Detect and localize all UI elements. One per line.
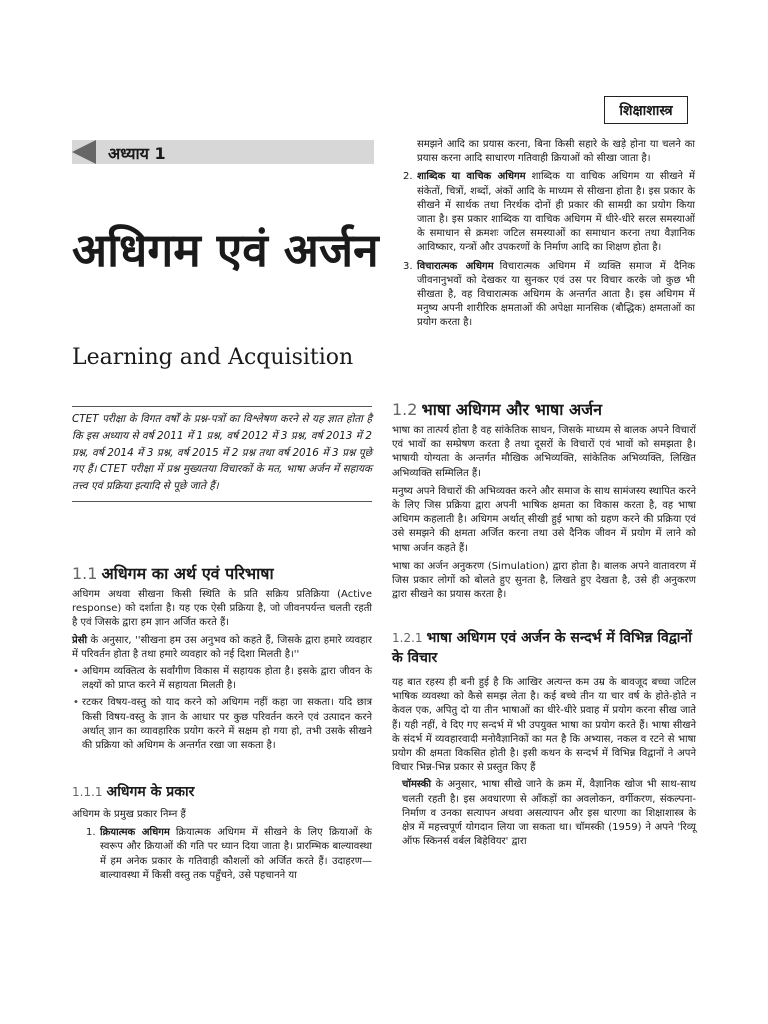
quote-text: के अनुसार, ''सीखना हम उस अनुभव को कहते हैं, जिसके द्वारा हमारे व्यवहार में परिवर्तन होता है तथा हमारे व्यवहार को नई दिशा मिलती है।'' — [72, 634, 372, 660]
chapter-subtitle: Learning and Acquisition — [72, 345, 354, 370]
section-1-1-body — [72, 588, 372, 753]
item-term: विचारात्मक अधिगम — [417, 260, 494, 272]
quote-paragraph — [72, 634, 372, 662]
intro-box — [72, 406, 372, 502]
section-heading-1-1-1 — [72, 782, 194, 802]
section-number: 1.2.1 — [392, 631, 423, 645]
section-1-2-body — [392, 424, 696, 602]
subject-tag: शिक्षाशास्त्र — [604, 96, 688, 124]
chomsky-paragraph — [392, 778, 696, 849]
item-text: शाब्दिक या वाचिक अधिगम या सीखने में संकेतों, चित्रों, शब्दों, अंकों आदि के माध्यम से सीखना होता है। इस प्रकार के सीखने में सार्थक तथा निरर्थक दोनों ही प्रकार की सामग्री का प्रयोग किया जाता है। इस प्रकार शाब्दिक या वाचिक अधिगम में धीरे-धीरे सरल समस्याओं के समाधान से क्रमशः जटिल समस्याओं का समाधान करना तथा वैज्ञानिक आविष्कार, यन्त्रों और उपकरणों के निर्माण आदि का शिक्षण होता है। — [417, 171, 695, 254]
section-title: भाषा अधिगम और भाषा अर्जन — [421, 400, 602, 419]
triangle-marker-icon — [72, 140, 96, 164]
chapter-label: अध्याय 1 — [108, 144, 166, 163]
section-title: अधिगम के प्रकार — [106, 784, 195, 800]
chomsky-term: चॉमस्की — [402, 779, 432, 791]
right-column-top — [403, 138, 695, 331]
intro-text: CTET परीक्षा के विगत वर्षों के प्रश्न-पत्रों का विश्लेषण करने से यह ज्ञात होता है कि इस अध्याय से वर्ष 2011 में 1 प्रश्न, वर्ष 2012 में 3 प्रश्न, वर्ष 2013 में 2 प्रश्न, वर्ष 2014 में 3 प्रश्न, वर्ष 2015 में 2 प्रश्न तथा वर्ष 2016 में 3 प्रश्न पूछे गए हैं। CTET परीक्षा में प्रश्न मुख्यतया विचारकों के मत, भाषा अर्जन में सहायक तत्त्व एवं प्रक्रिया इत्यादि से पूछे जाते हैं। — [72, 413, 372, 493]
section-heading-1-2-1 — [392, 628, 692, 668]
item-text: क्रियात्मक अधिगम में सीखने के लिए क्रियाओं के स्वरूप और क्रियाओं की गति पर ध्यान दिया जाता है। प्रारम्भिक बाल्यावस्था में हम अनेक प्रकार के गतिवाही कौशलों को अर्जित करते हैं। उदाहरण—बाल्यावस्था में किसी वस्तु तक पहुँचने, उसे पहचानने या — [100, 827, 372, 881]
paragraph: भाषा का अर्जन अनुकरण (Simulation) द्वारा होता है। बालक अपने वातावरण में जिस प्रकार लोगों को बोलते हुए सुनता है, लिखते हुए देखता है, उसे ही अनुकरण द्वारा सीखने का प्रयास करता है। — [392, 560, 696, 601]
item-term: शाब्दिक या वाचिक अधिगम — [417, 171, 526, 183]
section-1-2-1-body — [392, 676, 696, 849]
item-text: समझने आदि का प्रयास करना, बिना किसी सहारे के खड़े होना या चलने का प्रयास करना आदि साधारण गतिवाही क्रियाओं को सीखा जाता है। — [417, 139, 695, 165]
list-item — [403, 260, 695, 331]
item-number: 3. — [403, 260, 413, 272]
section-heading-1-1 — [72, 562, 274, 584]
section-title: अधिगम का अर्थ एवं परिभाषा — [101, 564, 274, 583]
section-title: भाषा अधिगम एवं अर्जन के सन्दर्भ में विभिन्न विद्वानों के विचार — [392, 630, 692, 666]
list-item: • रटकर विषय-वस्तु को याद करने को अधिगम नहीं कहा जा सकता। यदि छात्र किसी विषय-वस्तु के ज्ञान के आधार पर कुछ परिवर्तन करने एवं उत्पादन करने अर्थात् ज्ञान का व्यावहारिक प्रयोग करने में सक्षम हो गया हो, तभी उसके सीखने की प्रक्रिया को अधिगम के अन्तर्गत रखा जा सकता है। — [82, 696, 372, 753]
chapter-label-bar — [72, 140, 374, 164]
item-text: विचारात्मक अधिगम में व्यक्ति समाज में दैनिक जीवनानुभवों को देखकर या सुनकर एवं उस पर विचार करके जो कुछ भी सीखता है, वह विचारात्मक अधिगम के अन्तर्गत आता है। इस अधिगम में मनुष्य अपनी शारीरिक क्षमताओं की अपेक्षा मानसिक (बौद्धिक) क्षमताओं का प्रयोग करता है। — [417, 260, 695, 329]
paragraph: अधिगम अथवा सीखना किसी स्थिति के प्रति सक्रिय प्रतिक्रिया (Active response) को दर्शाता है। यह एक ऐसी प्रक्रिया है, जो जीवनपर्यन्त चलती रहती है एवं जिसके द्वारा हम ज्ञान अर्जित करते हैं। — [72, 589, 372, 629]
types-list — [72, 826, 372, 883]
section-1-1-1-body — [72, 808, 372, 883]
list-item: • अधिगम व्यक्तित्व के सर्वांगीण विकास में सहायक होता है। इसके द्वारा जीवन के लक्ष्यों को प्राप्त करने में सहायता मिलती है। — [82, 665, 372, 693]
paragraph: मनुष्य अपने विचारों की अभिव्यक्त करने और समाज के साथ सामंजस्य स्थापित करने के लिए जिस प्रक्रिया द्वारा अपनी भाषिक क्षमता का विकास करता है, वह भाषा अधिगम कहलाती है। अधिगम अर्थात् सीखी हुई भाषा को ग्रहण करने की प्रक्रिया एवं उसे समझने की क्षमता अर्जित करना तथा उसे दैनिक जीवन में प्रयोग में लाने को भाषा अर्जन कहते हैं। — [392, 485, 696, 554]
item-term: क्रियात्मक अधिगम — [100, 827, 170, 839]
types-list-continued — [403, 138, 695, 331]
bullet-list — [72, 665, 372, 753]
list-item — [403, 138, 695, 166]
paragraph: भाषा का तात्पर्य होता है वह सांकेतिक साधन, जिसके माध्यम से बालक अपने विचारों एवं भावों का सम्प्रेषण करता है तथा दूसरों के विचारों एवं भावों को समझता है। भाषायी योग्यता के अन्तर्गत मौखिक अभिव्यक्ति, सांकेतिक अभिव्यक्ति, लिखित अभिव्यक्ति सम्मिलित हैं। — [392, 425, 696, 479]
list-item — [86, 826, 372, 883]
section-number: 1.2 — [392, 400, 418, 419]
chomsky-text: के अनुसार, भाषा सीखे जाने के क्रम में, वैज्ञानिक खोज भी साथ-साथ चलती रहती है। इस अवधारणा से आँकड़ों का अवलोकन, वर्गीकरण, संकल्पना-निर्माण व उनका सत्यापन अथवा असत्यापन और इस धारणा का शिक्षाशास्त्र के क्षेत्र में महत्त्वपूर्ण योगदान लिया जा सकता था। चॉमस्की (1959) ने अपने 'रिव्यू ऑफ स्किनर्स वर्बल बिहेवियर' द्वारा — [402, 779, 696, 848]
section-number: 1.1.1 — [72, 785, 103, 799]
lead-text: अधिगम के प्रमुख प्रकार निम्न हैं — [72, 809, 186, 820]
section-heading-1-2 — [392, 398, 602, 420]
paragraph: यह बात रहस्य ही बनी हुई है कि आखिर अत्यन्त कम उम्र के बावजूद बच्चा जटिल भाषिक व्यवस्था को कैसे समझ लेता है। कई बच्चे तीन या चार वर्ष के होते-होते न केवल एक, अपितु दो या तीन भाषाओं का धीरे-धीरे प्रवाह में प्रयोग करना सीख जाते हैं। यही नहीं, वे दिए गए सन्दर्भ में भी उपयुक्त भाषा का प्रयोग करते हैं। भाषा सीखने के संदर्भ में व्यवहारवादी मनोवैज्ञानिकों का मत है कि अभ्यास, नकल व रटने से भाषा प्रयोग की क्षमता विकसित होती है। इसी कथन के सन्दर्भ में विभिन्न विद्वानों ने अपने विचार भिन्न-भिन्न प्रकार से प्रस्तुत किए हैं — [392, 677, 696, 774]
item-number: 2. — [403, 171, 413, 183]
quote-author: प्रेसी — [72, 634, 88, 646]
chapter-title: अधिगम एवं अर्जन — [72, 223, 379, 277]
list-item — [403, 170, 695, 255]
section-number: 1.1 — [72, 564, 98, 583]
item-number: 1. — [86, 827, 96, 839]
